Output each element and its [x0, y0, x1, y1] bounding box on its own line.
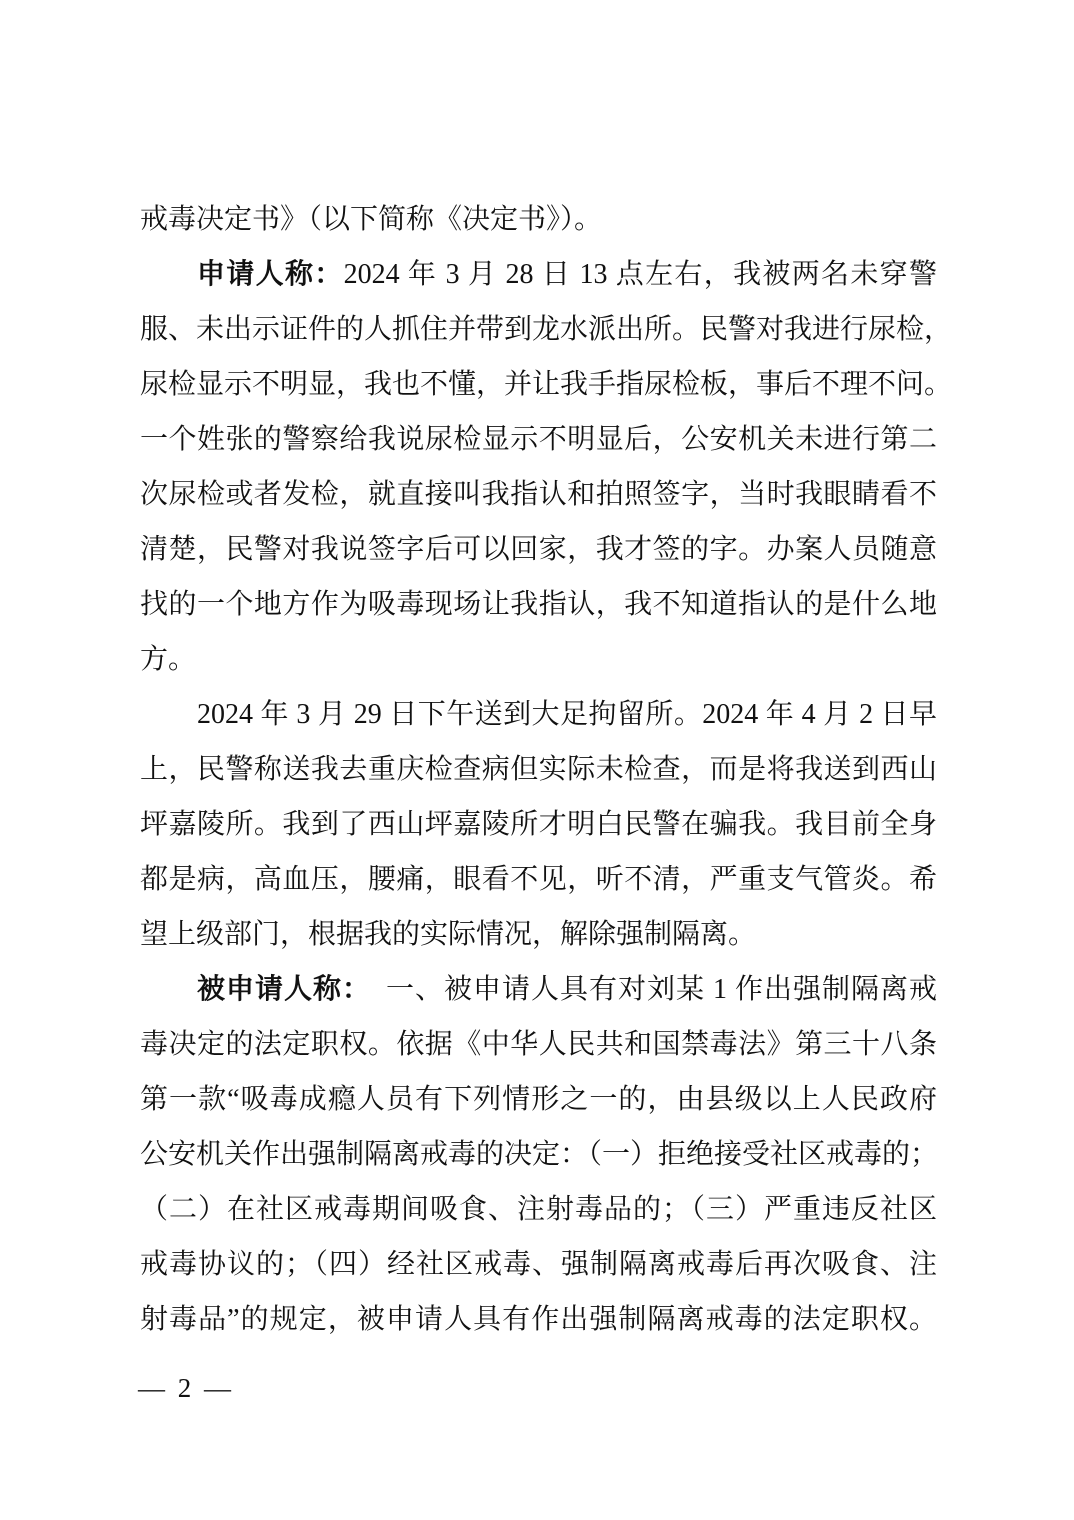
document-body	[140, 192, 953, 1347]
text-line-body: 一、被申请人具有对刘某 1 作出强制隔离戒	[357, 974, 937, 1005]
text-line: 尿检显示不明显，我也不懂，并让我手指尿检板，事后不理不问。	[140, 369, 953, 400]
text-line-body: 2024 年 3 月 28 日 13 点左右，我被两名未穿警	[343, 259, 937, 290]
text-line: 都是病，高血压，腰痛，眼看不见，听不清，严重支气管炎。希	[140, 864, 937, 895]
text-line: 方。	[140, 644, 197, 675]
text-line: 射毒品”的规定，被申请人具有作出强制隔离戒毒的法定职权。	[140, 1304, 937, 1335]
text-line: 清楚，民警对我说签字后可以回家，我才签的字。办案人员随意	[140, 534, 937, 565]
text-line: 第一款“吸毒成瘾人员有下列情形之一的，由县级以上人民政府	[140, 1084, 937, 1115]
text-line: 一个姓张的警察给我说尿检显示不明显后，公安机关未进行第二	[140, 424, 937, 455]
text-line: 公安机关作出强制隔离戒毒的决定：（一）拒绝接受社区戒毒的；	[140, 1139, 939, 1170]
text-line: 服、未出示证件的人抓住并带到龙水派出所。民警对我进行尿检，	[140, 314, 953, 345]
text-line: 戒毒协议的；（四）经社区戒毒、强制隔离戒毒后再次吸食、注	[140, 1249, 937, 1280]
text-line: 找的一个地方作为吸毒现场让我指认，我不知道指认的是什么地	[140, 589, 937, 620]
text-line	[140, 962, 937, 1017]
text-line: 上，民警称送我去重庆检查病但实际未检查，而是将我送到西山	[140, 754, 937, 785]
text-line: 坪嘉陵所。我到了西山坪嘉陵所才明白民警在骗我。我目前全身	[140, 809, 937, 840]
text-line: 望上级部门，根据我的实际情况，解除强制隔离。	[140, 919, 757, 950]
text-line	[140, 247, 937, 302]
text-line: 次尿检或者发检，就直接叫我指认和拍照签字，当时我眼睛看不	[140, 479, 937, 510]
paragraph-lead-label: 申请人称：	[197, 259, 344, 290]
page-number: — 2 —	[138, 1373, 234, 1403]
text-line: 2024 年 3 月 29 日下午送到大足拘留所。2024 年 4 月 2 日早	[197, 699, 937, 730]
text-line: 毒决定的法定职权。依据《中华人民共和国禁毒法》第三十八条	[140, 1029, 937, 1060]
paragraph-lead-label: 被申请人称：	[197, 974, 357, 1005]
text-line: （二）在社区戒毒期间吸食、注射毒品的；（三）严重违反社区	[140, 1194, 937, 1225]
text-line: 戒毒决定书》（以下简称《决定书》）。	[140, 204, 603, 235]
